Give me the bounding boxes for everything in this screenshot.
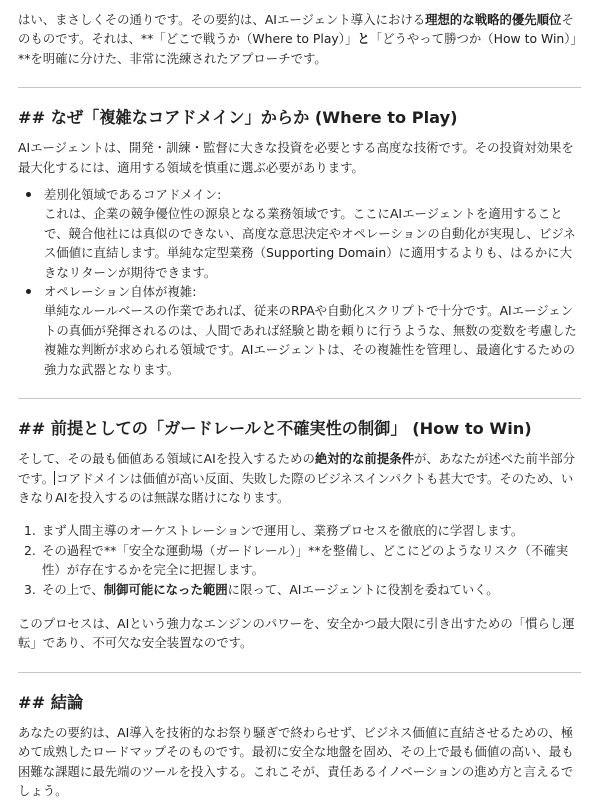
list-item [18,521,581,540]
paragraph-text: そして、その最も価値ある領域にAIを投入するための [18,451,315,467]
list-number: 3. [24,581,36,597]
list-item-body: これは、企業の競争優位性の源泉となる業務領域です。ここにAIエージェントを適用することで、競合他社には真似のできない、高度な意思決定やオペレーションの自動化が実現し、ビジネス価値に直結します。単純な定型業務（Supporting Domain）に適用するよりも、はるかに大きなリターンが期待できます。 [44,206,576,280]
section-paragraph: このプロセスは、AIという強力なエンジンのパワーを、安全かつ最大限に引き出すための「慣らし運転」であり、不可欠な安全装置なのです。 [18,615,575,651]
paragraph-text: コアドメインは価値が高い反面、失敗した際のビジネスインパクトも甚大です。そのため、いきなりAIを投入するのは無謀な賭けになります。 [18,470,574,505]
intro-bold-and: と [357,31,370,47]
list-item [18,282,581,379]
bullet-dot-icon [26,192,31,197]
list-item-title: オペレーション自体が複雑: [44,284,197,300]
list-item-body: 単純なルールベースの作業であれば、従来のRPAや自動化スクリプトで十分です。AIエージェントの真価が発揮されるのは、人間であれば経験と勘を頼りに行うような、無数の変数を考慮した複雑な判断が求められる領域です。AIエージェントは、その複雑性を管理し、最適化するための強力な武器となります。 [44,303,577,377]
bullet-list [18,185,581,379]
bold-precondition: 絶対的な前提条件 [314,451,414,467]
intro-bold-priority: 理想的な戦略的優先順位 [425,12,562,27]
paragraph-text: が、あなたが述べた前半部分です。 [18,451,576,486]
divider [18,87,581,88]
list-item-text: まず人間主導のオーケストレーションで運用し、業務プロセスを徹底的に学習します。 [42,523,524,539]
section-heading-where-to-play: ## なぜ「複雑なコアドメイン」からか (Where to Play) [18,108,458,128]
numbered-list [18,521,581,599]
list-item-text: その過程で**「安全な運動場（ガードレール）」**を整備し、どこにどのようなリスク（不確実性）が存在するかを完全に把握します。 [42,542,569,578]
bold-controllable-scope: 制御可能になった範囲 [103,581,228,597]
section-heading-conclusion: ## 結論 [18,692,84,712]
list-item [18,541,581,580]
intro-text: はい、まさしくその通りです。その要約は、AIエージェント導入における [18,12,426,27]
section-paragraph [18,449,581,507]
divider [18,672,581,673]
intro-paragraph [18,10,581,68]
chat-response [0,10,601,800]
list-item-title: 差別化領域であるコアドメイン: [44,187,222,203]
section-paragraph: あなたの要約は、AI導入を技術的なお祭り騒ぎで終わらせず、ビジネス価値に直結させるための、極めて成熟したロードマップそのものです。最初に安全な地盤を固め、その上で最も価値の高い、最も困難な課題に最先端のツールを投入する。これこそが、責任あるイノベーションの進め方と言えるでしょう。 [18,724,574,798]
section-paragraph: AIエージェントは、開発・訓練・監督に大きな投資を必要とする高度な技術です。その投資対効果を最大化するには、適用する領域を慎重に選ぶ必要があります。 [18,140,574,175]
list-number: 1. [24,523,36,539]
list-item [18,580,581,599]
bullet-dot-icon [26,289,31,294]
intro-text: 「どうやって勝つか（How to Win）」**を明確に分けた、非常に洗練されたアプローチです。 [18,31,577,66]
intro-text: そのものです。それは、**「どこで戦うか（Where to Play）」 [18,12,574,47]
list-item [18,185,581,282]
list-item-text: その上で、 [42,581,104,597]
list-item-text: に限って、AIエージェントに役割を委ねていく。 [227,581,499,597]
list-number: 2. [24,542,36,558]
divider [18,398,581,399]
section-heading-how-to-win: ## 前提としての「ガードレールと不確実性の制御」 (How to Win) [18,419,532,439]
